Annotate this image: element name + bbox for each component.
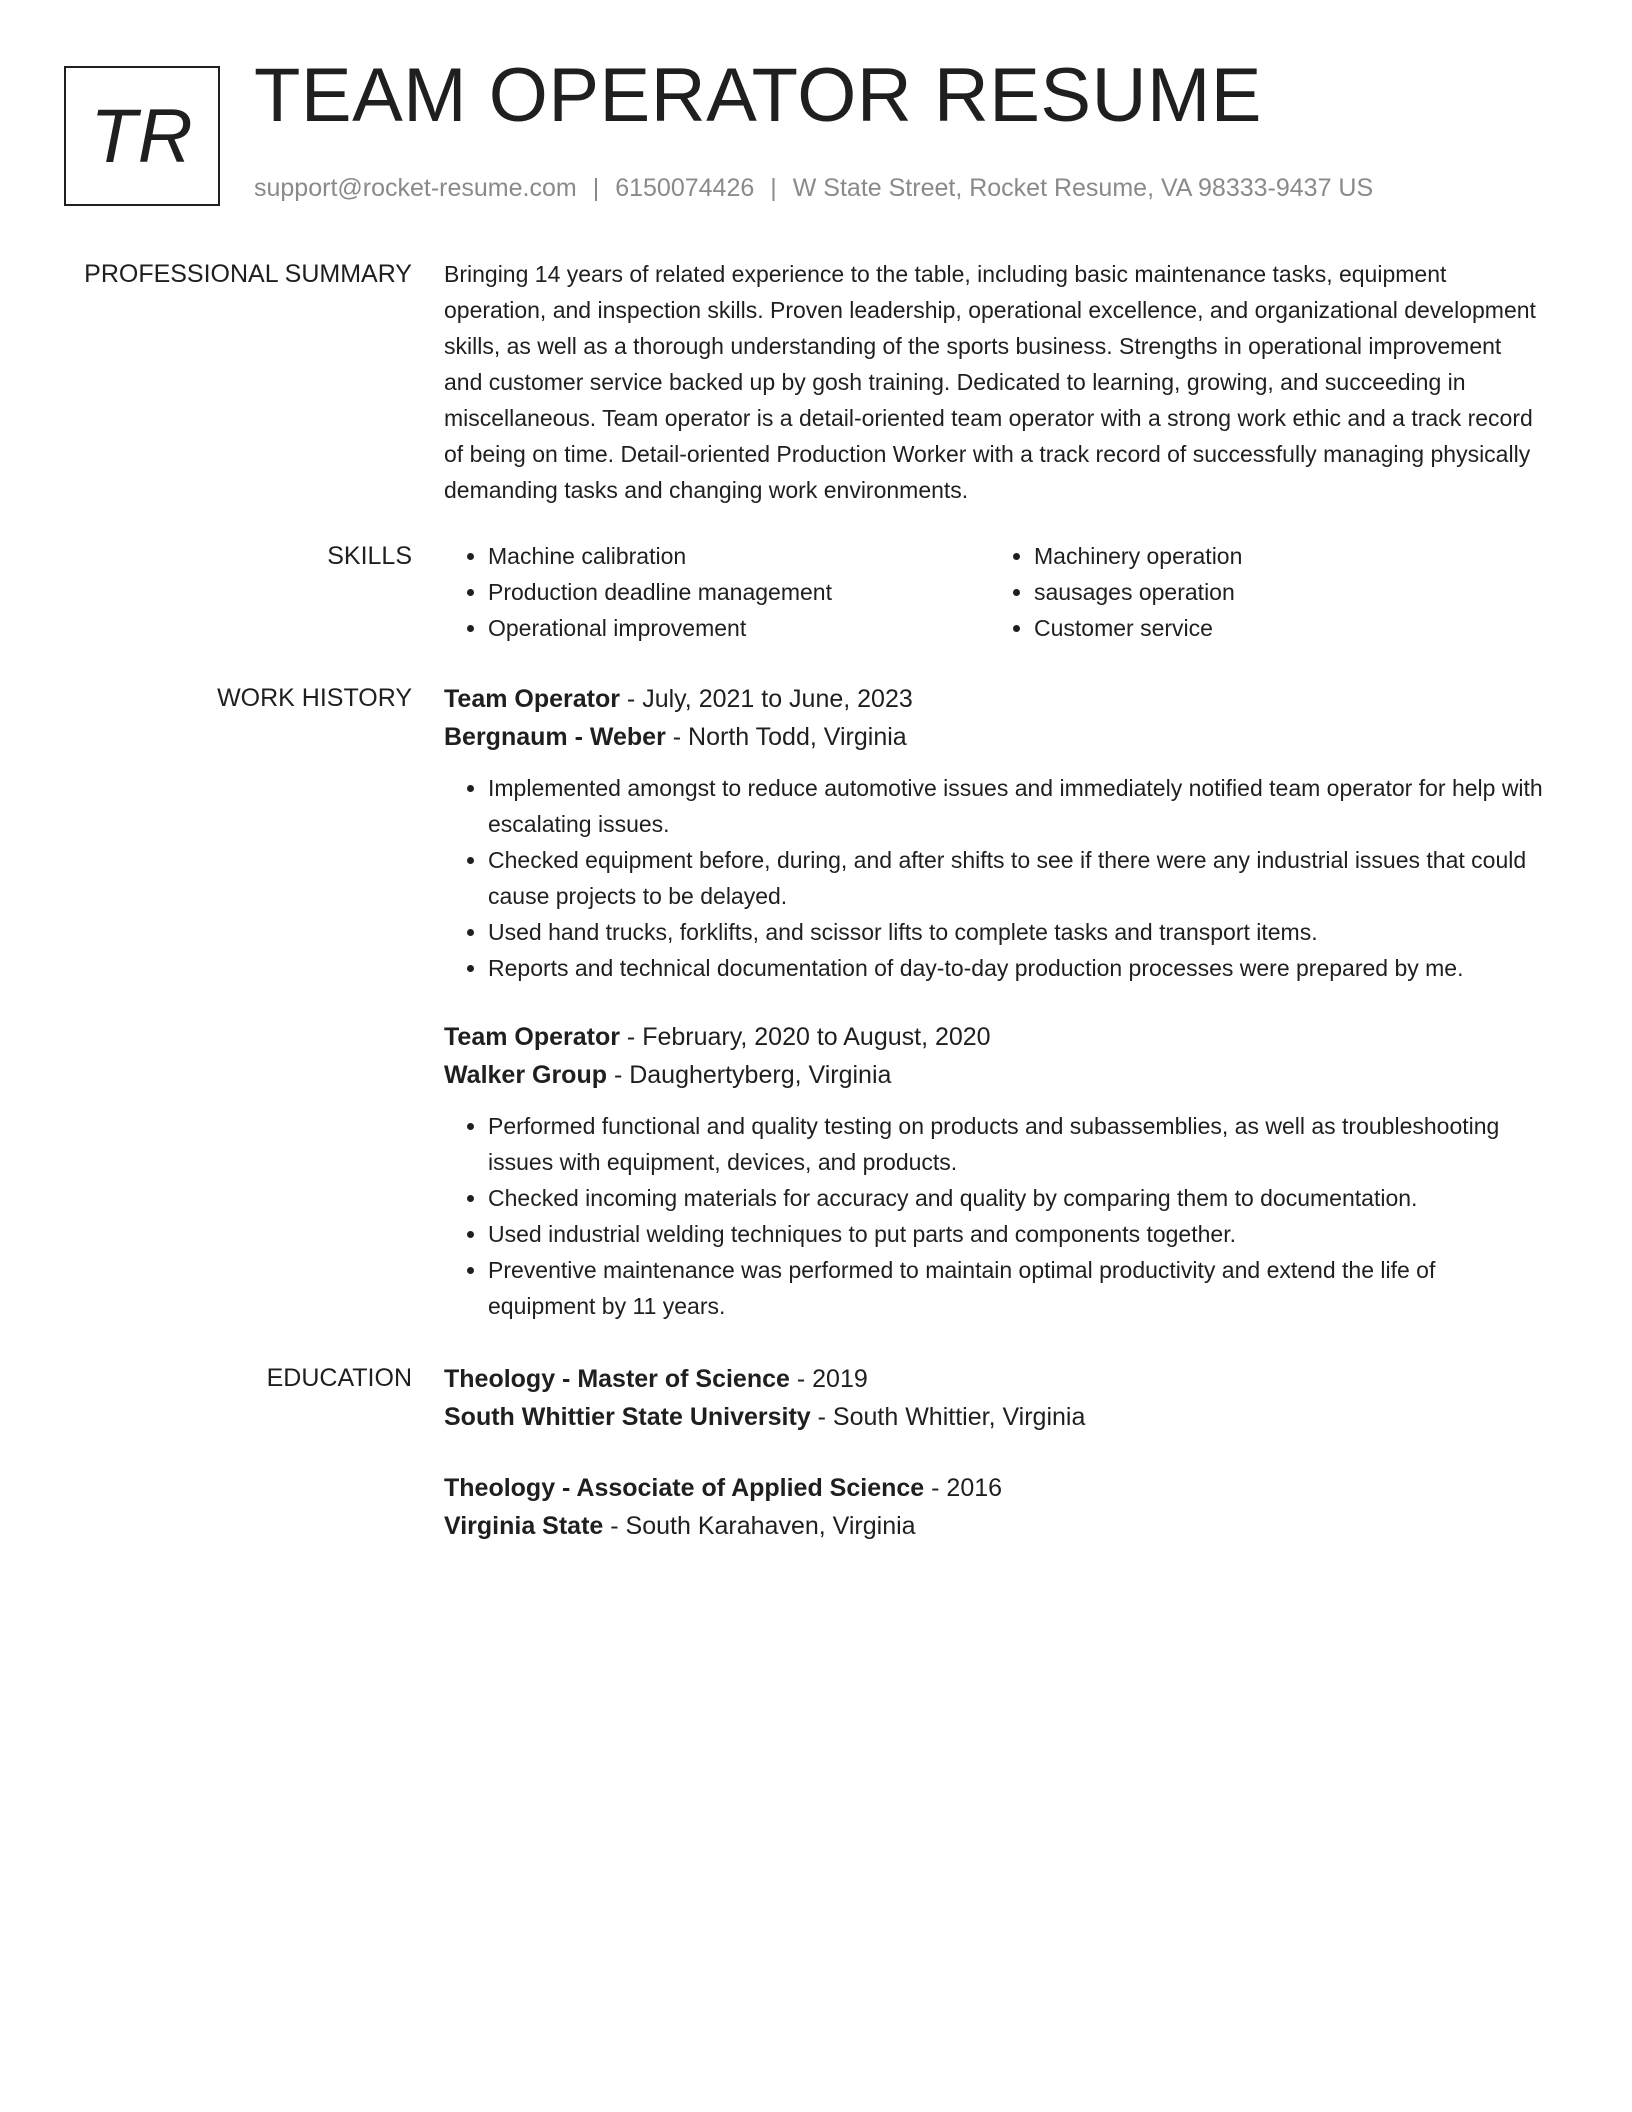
job-bullet: • Used industrial welding techniques to put parts and components together. — [488, 1216, 1544, 1252]
skill-item: • sausages operation — [1034, 574, 1536, 610]
job-bullet: • Checked incoming materials for accuracy and quality by comparing them to documentation. — [488, 1180, 1544, 1216]
job-bullets — [444, 1108, 1544, 1324]
job-location: - Daughertyberg, Virginia — [607, 1061, 892, 1089]
monogram-box — [64, 66, 220, 206]
contact-email: support@rocket-resume.com — [254, 174, 577, 202]
job-bullet: • Reports and technical documentation of day-to-day production processes were prepared by me. — [488, 950, 1544, 986]
job-company: Walker Group — [444, 1061, 607, 1089]
job-location: - North Todd, Virginia — [665, 723, 907, 751]
education-school-line — [444, 1507, 1544, 1545]
contact-address: W State Street, Rocket Resume, VA 98333-9437 US — [792, 174, 1374, 202]
job-dates: - July, 2021 to June, 2023 — [619, 685, 913, 713]
job-bullet: • Checked equipment before, during, and after shifts to see if there were any industrial issues that could cause projects to be delayed. — [488, 842, 1544, 914]
education-label: EDUCATION — [266, 1364, 412, 1392]
education-school: Virginia State — [444, 1512, 604, 1540]
monogram-initials: TR — [90, 93, 194, 179]
job-bullet: • Used hand trucks, forklifts, and scissor lifts to complete tasks and transport items. — [488, 914, 1544, 950]
job-company-line — [444, 1056, 1544, 1094]
job-dates: - February, 2020 to August, 2020 — [619, 1023, 991, 1051]
skills-list-right — [990, 538, 1536, 646]
job-title: Team Operator — [444, 685, 620, 713]
summary-label: PROFESSIONAL SUMMARY — [84, 260, 412, 288]
contact-separator: | — [770, 174, 777, 202]
education-degree: Theology - Associate of Applied Science — [444, 1474, 925, 1502]
job-company: Bergnaum - Weber — [444, 723, 666, 751]
summary-body — [444, 256, 1544, 508]
education-entry — [444, 1469, 1544, 1545]
contact-separator: | — [592, 174, 600, 202]
skill-item: • Machine calibration — [488, 538, 990, 574]
skill-item: • Operational improvement — [488, 610, 990, 646]
education-year: - 2019 — [789, 1365, 868, 1393]
skills-body — [444, 538, 1544, 646]
education-school-line — [444, 1398, 1544, 1436]
job-entry — [444, 680, 1544, 986]
job-title-line — [444, 1018, 1544, 1056]
education-location: - South Karahaven, Virginia — [603, 1512, 916, 1540]
education-year: - 2016 — [924, 1474, 1003, 1502]
job-company-line — [444, 718, 1544, 756]
work-body — [444, 680, 1544, 1324]
education-degree-line — [444, 1469, 1544, 1507]
contact-line — [254, 176, 1373, 201]
education-degree-line — [444, 1360, 1544, 1398]
work-label: WORK HISTORY — [217, 684, 412, 712]
job-title: Team Operator — [444, 1023, 620, 1051]
skills-grid — [444, 538, 1544, 646]
job-title-line — [444, 680, 1544, 718]
summary-text: Bringing 14 years of related experience to the table, including basic maintenance tasks, equipment operation, and inspection skills. Proven leadership, operational excellence, and organizational development skills, as well as a thorough understanding of the sports business. Strengths in operational improvement and customer service backed up by gosh training. Dedicated to learning, growing, and succeeding in miscellaneous. Team operator is a detail-oriented team operator with a strong work ethic and a track record of being on time. Detail-oriented Production Worker with a track record of successfully managing physically demanding tasks and changing work environments. — [444, 261, 1536, 503]
education-body — [444, 1360, 1544, 1545]
skills-label: SKILLS — [327, 542, 412, 570]
skills-list-left — [444, 538, 990, 646]
education-entry — [444, 1360, 1544, 1436]
resume-title: TEAM OPERATOR RESUME — [254, 53, 1262, 138]
contact-phone: 6150074426 — [615, 174, 755, 202]
skill-item: • Machinery operation — [1034, 538, 1536, 574]
education-degree: Theology - Master of Science — [444, 1365, 790, 1393]
job-bullet: • Implemented amongst to reduce automotive issues and immediately notified team operator for help with escalating issues. — [488, 770, 1544, 842]
job-bullet: • Preventive maintenance was performed to maintain optimal productivity and extend the life of equipment by 11 years. — [488, 1252, 1544, 1324]
education-school: South Whittier State University — [444, 1403, 811, 1431]
job-bullet: • Performed functional and quality testing on products and subassemblies, as well as troubleshooting issues with equipment, devices, and products. — [488, 1108, 1544, 1180]
job-entry — [444, 1018, 1544, 1324]
skill-item: • Customer service — [1034, 610, 1536, 646]
skill-item: • Production deadline management — [488, 574, 990, 610]
education-location: - South Whittier, Virginia — [810, 1403, 1086, 1431]
job-bullets — [444, 770, 1544, 986]
